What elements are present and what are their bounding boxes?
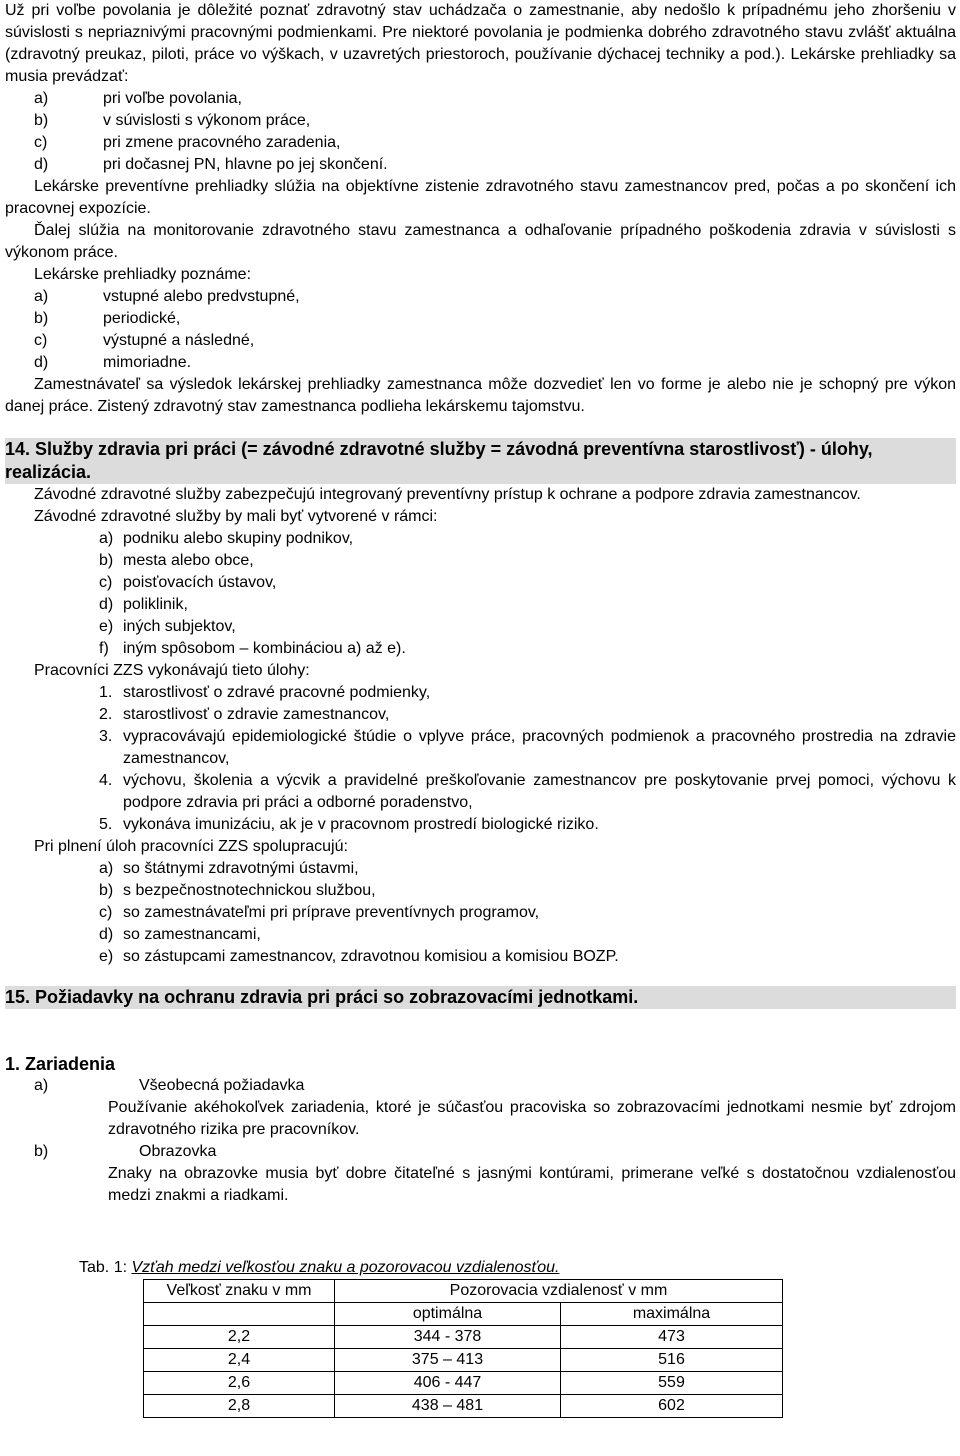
- list-item: b) Obrazovka: [34, 1143, 217, 1160]
- table-header-cell: maximálna: [561, 1303, 783, 1326]
- list-item: f) iným spôsobom – kombináciou a) až e).: [99, 640, 406, 657]
- list-item: d) pri dočasnej PN, hlavne po jej skončení.: [34, 156, 388, 173]
- list-item: 1. starostlivosť o zdravé pracovné podmienky,: [99, 684, 431, 701]
- document-page: [5, 0, 956, 1418]
- list-item: b) s bezpečnostnotechnickou službou,: [99, 882, 376, 899]
- section-14-list-2: [5, 682, 956, 836]
- table-cell: [144, 1303, 335, 1326]
- list-item: b) v súvislosti s výkonom práce,: [34, 112, 311, 129]
- list-item: c) poisťovacích ústavov,: [99, 574, 277, 591]
- list-item: c) pri zmene pracovného zaradenia,: [34, 134, 341, 151]
- list-item: a) podniku alebo skupiny podnikov,: [99, 530, 354, 547]
- subsection-heading-zariadenia: 1. Zariadenia: [5, 1054, 116, 1074]
- table-row: 2,6 406 - 447 559: [144, 1372, 783, 1395]
- list-item: d) mimoriadne.: [34, 354, 192, 371]
- intro-paragraph-2: Lekárske preventívne prehliadky slúžia na objektívne zistenie zdravotného stavu zamestnancov pred, počas a po skončení ich pracovnej expozície.: [5, 178, 956, 217]
- section-14-list-1: [5, 528, 956, 660]
- list-item: b) mesta alebo obce,: [99, 552, 254, 569]
- zariadenia-items: [5, 1075, 956, 1207]
- table-row: 2,8 438 – 481 602: [144, 1395, 783, 1418]
- section-14-list-3: [5, 858, 956, 968]
- list-item: b) periodické,: [34, 310, 181, 327]
- intro-paragraph-5: Zamestnávateľ sa výsledok lekárskej prehliadky zamestnanca môže dozvedieť len vo forme je alebo nie je schopný pre výkon danej práce. Zistený zdravotný stav zamestnanca podlieha lekárskemu tajomstvu.: [5, 376, 956, 415]
- section-14-paragraph-1: Závodné zdravotné služby zabezpečujú integrovaný preventívny prístup k ochrane a podpore zdravia zamestnancov.: [34, 486, 861, 503]
- list-item: 3. vypracovávajú epidemiologické štúdie o vplyve práce, pracovných podmienok a pracovného prostredia na zdravie zamestnancov,: [99, 728, 956, 767]
- table-header-cell: Veľkosť znaku v mm: [144, 1280, 335, 1303]
- intro-paragraph-4: Lekárske prehliadky poznáme:: [34, 266, 252, 283]
- list-item: 4. výchovu, školenia a výcvik a pravidelné preškoľovanie zamestnancov pre poskytovanie prvej pomoci, výchovu k podpore zdravia pri práci a odborné poradenstvo,: [99, 772, 956, 811]
- list-item: a) pri voľbe povolania,: [34, 90, 242, 107]
- list-item: 5. vykonáva imunizáciu, ak je v pracovnom prostredí biologické riziko.: [99, 816, 599, 833]
- list-item: a) so štátnymi zdravotnými ústavmi,: [99, 860, 359, 877]
- intro-list-2: [5, 286, 956, 374]
- table-row: 2,4 375 – 413 516: [144, 1349, 783, 1372]
- table-header-cell: Pozorovacia vzdialenosť v mm: [335, 1280, 783, 1303]
- list-item: d) so zamestnancami,: [99, 926, 261, 943]
- table-caption: [5, 1257, 956, 1279]
- intro-list-1: [5, 88, 956, 176]
- item-text: Znaky na obrazovke musia byť dobre čitateľné s jasnými kontúrami, primerane veľké s dostatočnou vzdialenosťou medzi znakmi a riadkami.: [108, 1165, 956, 1204]
- table-header-cell: optimálna: [335, 1303, 561, 1326]
- list-item: e) iných subjektov,: [99, 618, 236, 635]
- section-14-paragraph-3: Pracovníci ZZS vykonávajú tieto úlohy:: [34, 662, 310, 679]
- item-text: Používanie akéhokoľvek zariadenia, ktoré je súčasťou pracoviska so zobrazovacími jednotkami nesmie byť zdrojom zdravotného rizika pre pracovníkov.: [108, 1099, 956, 1138]
- list-item: e) so zástupcami zamestnancov, zdravotnou komisiou a komisiou BOZP.: [99, 948, 619, 965]
- list-item: 2. starostlivosť o zdravie zamestnancov,: [99, 706, 390, 723]
- list-item: c) výstupné a následné,: [34, 332, 255, 349]
- section-15-heading: 15. Požiadavky na ochranu zdravia pri práci so zobrazovacími jednotkami.: [5, 986, 956, 1009]
- list-item: d) poliklinik,: [99, 596, 188, 613]
- list-item: a) vstupné alebo predvstupné,: [34, 288, 300, 305]
- section-14-paragraph-2: Závodné zdravotné služby by mali byť vytvorené v rámci:: [34, 508, 438, 525]
- intro-paragraph-1: Už pri voľbe povolania je dôležité poznať zdravotný stav uchádzača o zamestnanie, aby nedošlo k prípadnému jeho zhoršeniu v súvislosti s nepriaznivými pracovnými podmienkami. Pre niektoré povolania je podmienka dobrého zdravotného stavu zvlášť aktuálna (zdravotný preukaz, piloti, práce vo výškach, v uzavretých priestoroch, používanie dýchacej techniky a pod.). Lekárske prehliadky sa musia prevádzať:: [5, 2, 956, 85]
- section-14-heading: 14. Služby zdravia pri práci (= závodné zdravotné služby = závodná preventívna starostlivosť) - úlohy, realizácia.: [5, 438, 956, 484]
- list-item: a) Všeobecná požiadavka: [34, 1077, 305, 1094]
- table-caption-label: Tab. 1:: [79, 1259, 128, 1276]
- list-item: c) so zamestnávateľmi pri príprave preventívnych programov,: [99, 904, 540, 921]
- character-size-table: [143, 1279, 783, 1418]
- table-caption-title: Vzťah medzi veľkosťou znaku a pozorovacou vzdialenosťou.: [131, 1259, 560, 1276]
- table-row: 2,2 344 - 378 473: [144, 1326, 783, 1349]
- intro-paragraph-3: Ďalej slúžia na monitorovanie zdravotného stavu zamestnanca a odhaľovanie prípadného poškodenia zdravia v súvislosti s výkonom práce.: [5, 222, 956, 261]
- section-14-paragraph-4: Pri plnení úloh pracovníci ZZS spolupracujú:: [34, 838, 348, 855]
